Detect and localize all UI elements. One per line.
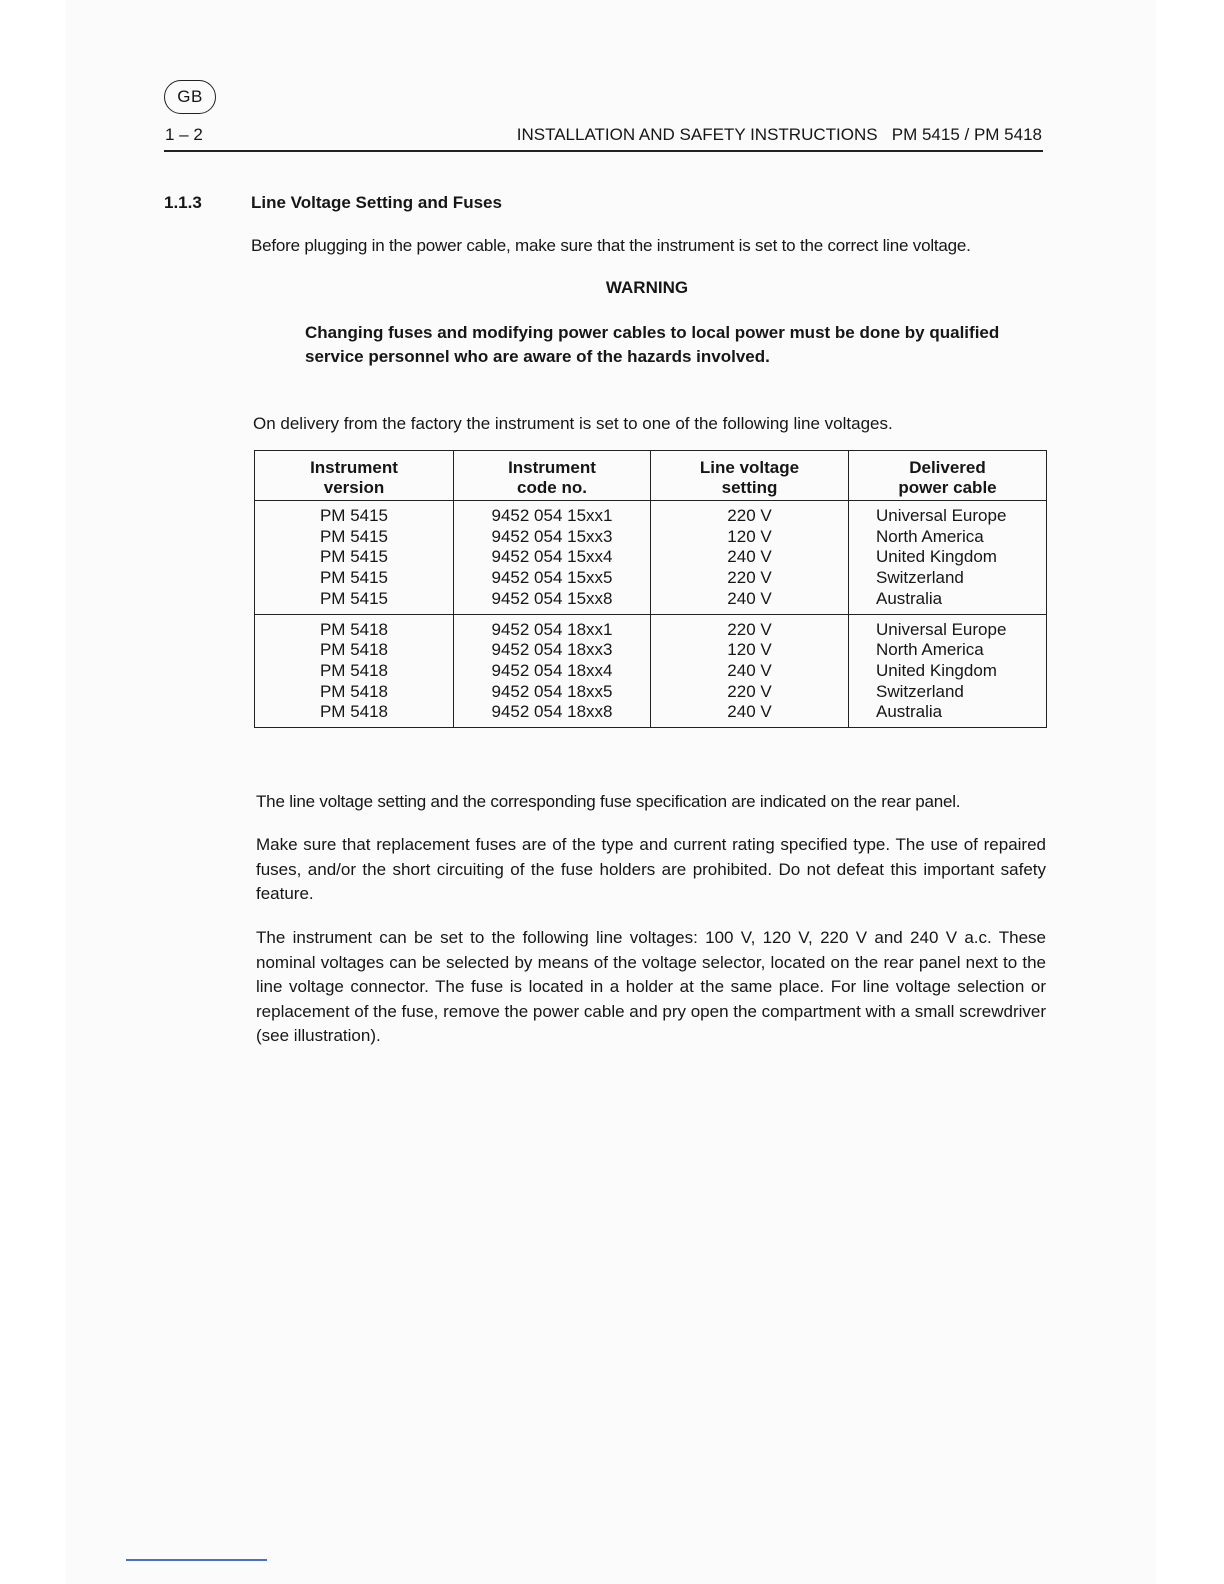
section-number: 1.1.3 — [164, 193, 202, 212]
header-line: power cable — [898, 478, 997, 497]
line-voltage-table — [254, 450, 1047, 728]
table-cell: North America — [876, 526, 984, 546]
cable-cell — [849, 614, 1047, 728]
warning-title: WARNING — [605, 278, 689, 297]
table-cell: Universal Europe — [876, 619, 1007, 639]
table-cell: Switzerland — [876, 568, 964, 588]
version-cell — [255, 614, 454, 728]
table-cell: 220 V — [727, 619, 772, 639]
footer-line — [126, 1559, 267, 1561]
header-rule — [164, 150, 1043, 152]
fuse-paragraph: Make sure that replacement fuses are of the type and current rating specified type. The use of repaired fuses, and/or the short circuiting of the fuse holders are prohibited. Do not defeat this important safety feature. — [256, 835, 1046, 903]
table-cell: PM 5418 — [319, 619, 389, 639]
table-cell: Switzerland — [876, 681, 964, 701]
table-cell: 120 V — [727, 640, 772, 660]
page-number: 1 – 2 — [165, 125, 203, 144]
table-cell: 220 V — [727, 506, 772, 525]
table-cell: 220 V — [727, 681, 772, 701]
warning-text: Changing fuses and modifying power cables to local power must be done by qualified service personnel who are aware of the hazards involved. — [305, 323, 1000, 366]
language-badge: GB — [164, 80, 216, 114]
table-cell: 9452 054 18xx8 — [491, 702, 613, 722]
table-cell: United Kingdom — [876, 660, 997, 680]
table-cell: 9452 054 15xx5 — [491, 568, 613, 588]
table-cell: 9452 054 18xx4 — [491, 660, 613, 680]
table-cell: 240 V — [727, 660, 772, 680]
table-cell: 9452 054 15xx4 — [491, 547, 613, 567]
code-cell — [454, 501, 651, 615]
version-cell — [255, 501, 454, 615]
table-cell: PM 5418 — [319, 702, 389, 722]
table-cell: PM 5415 — [319, 506, 389, 525]
table-cell: PM 5415 — [319, 568, 389, 588]
table-group-pm5415 — [255, 501, 1047, 615]
table-cell: Universal Europe — [876, 506, 1007, 525]
table-cell: 240 V — [727, 702, 772, 722]
intro-paragraph: Before plugging in the power cable, make sure that the instrument is set to the correct line voltage. — [251, 236, 971, 255]
table-cell: 220 V — [727, 568, 772, 588]
table-cell: Australia — [876, 588, 943, 608]
table-cell: 9452 054 18xx5 — [491, 681, 613, 701]
table-cell: PM 5418 — [319, 640, 389, 660]
header-line: Instrument — [508, 458, 596, 477]
code-cell — [454, 614, 651, 728]
rear-panel-paragraph: The line voltage setting and the corresponding fuse specification are indicated on the rear panel. — [256, 792, 961, 811]
table-cell: 9452 054 15xx1 — [491, 506, 613, 525]
header-line: code no. — [517, 478, 587, 497]
header-line: Delivered — [909, 458, 986, 477]
header-instrument-version — [255, 451, 454, 501]
running-header: INSTALLATION AND SAFETY INSTRUCTIONS PM 5415 / PM 5418 — [516, 125, 1042, 144]
table-cell: 9452 054 15xx8 — [491, 588, 613, 608]
table-cell: 9452 054 18xx1 — [491, 619, 613, 639]
table-cell: 9452 054 18xx3 — [491, 640, 613, 660]
table-cell: 120 V — [727, 526, 772, 546]
header-instrument-code — [454, 451, 651, 501]
voltage-cell — [651, 614, 849, 728]
table-cell: PM 5415 — [319, 588, 389, 608]
table-cell: Australia — [876, 702, 943, 722]
delivery-paragraph: On delivery from the factory the instrument is set to one of the following line voltages. — [253, 414, 893, 433]
header-line: setting — [721, 478, 778, 497]
table-cell: PM 5418 — [319, 660, 389, 680]
table-cell: 9452 054 15xx3 — [491, 526, 613, 546]
header-power-cable — [849, 451, 1047, 501]
header-line: version — [323, 478, 385, 497]
section-title: Line Voltage Setting and Fuses — [251, 193, 502, 212]
table-cell: 240 V — [727, 588, 772, 608]
header-line: Instrument — [310, 458, 398, 477]
selector-paragraph: The instrument can be set to the following line voltages: 100 V, 120 V, 220 V and 240 V a.c. These nominal voltages can be selected by means of the voltage selector, located on the rear panel next to the line voltage connector. The fuse is located in a holder at the same place. For line voltage selection or replacement of the fuse, remove the power cable and pry open the compartment with a small screwdriver (see illustration). — [256, 928, 1046, 1045]
voltage-cell — [651, 501, 849, 615]
table-header-row — [255, 451, 1047, 501]
table-cell: PM 5415 — [319, 526, 389, 546]
header-line: Line voltage — [699, 458, 800, 477]
table-cell: PM 5418 — [319, 681, 389, 701]
table-group-pm5418 — [255, 614, 1047, 728]
table-cell: United Kingdom — [876, 547, 997, 567]
header-line-voltage — [651, 451, 849, 501]
cable-cell — [849, 501, 1047, 615]
table-cell: 240 V — [727, 547, 772, 567]
table-cell: North America — [876, 640, 984, 660]
table-cell: PM 5415 — [319, 547, 389, 567]
